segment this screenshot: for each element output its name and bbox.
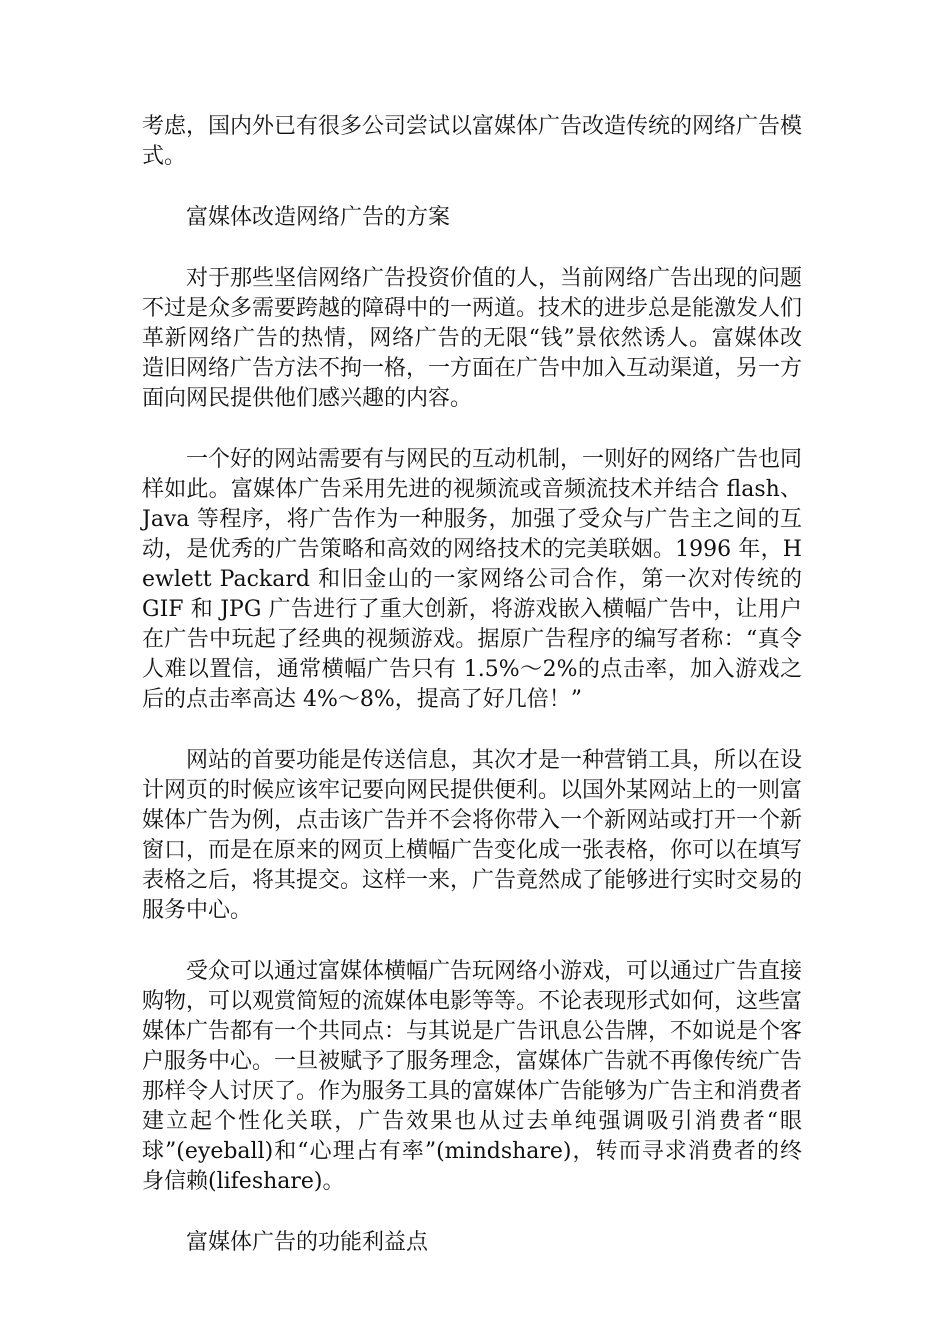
paragraph-continuation: 考虑，国内外已有很多公司尝试以富媒体广告改造传统的网络广告模式。 <box>142 114 803 169</box>
paragraph-audience-service: 受众可以通过富媒体横幅广告玩网络小游戏，可以通过广告直接购物，可以观赏简短的流媒体电影等等。不论表现形式如何，这些富媒体广告都有一个共同点：与其说是广告讯息公告牌，不如说是个客户服务中心。一旦被赋予了服务理念，富媒体广告就不再像传统广告那样令人讨厌了。作为服务工具的富媒体广告能够为广告主和消费者建立起个性化关联，广告效果也从过去单纯强调吸引消费者“眼球”(eyeball)和“心理占有率”(mindshare)，转而寻求消费者的终身信赖(lifeshare)。 <box>142 959 803 1194</box>
paragraph-interaction-mechanism: 一个好的网站需要有与网民的互动机制，一则好的网络广告也同样如此。富媒体广告采用先进的视频流或音频流技术并结合 flash、Java 等程序，将广告作为一种服务，加强了受众与广告主之间的互动，是优秀的广告策略和高效的网络技术的完美联姻。1996 年，Hewlett Packard 和旧金山的一家网络公司合作，第一次对传统的 GIF 和 JPG 广告进行了重大创新，将游戏嵌入横幅广告中，让用户在广告中玩起了经典的视频游戏。据原广告程序的编写者称：“真令人难以置信，通常横幅广告只有 1.5%～2%的点击率，加入游戏之后的点击率高达 4%～8%，提高了好几倍！” <box>142 447 803 712</box>
section-heading-solution: 富媒体改造网络广告的方案 <box>186 205 451 230</box>
paragraph-website-function: 网站的首要功能是传送信息，其次才是一种营销工具，所以在设计网页的时候应该牢记要向网民提供便利。以国外某网站上的一则富媒体广告为例，点击该广告并不会将你带入一个新网站或打开一个新窗口，而是在原来的网页上横幅广告变化成一张表格，你可以在填写表格之后，将其提交。这样一来，广告竟然成了能够进行实时交易的服务中心。 <box>142 748 803 923</box>
document-page <box>142 112 802 1289</box>
section-heading-benefits: 富媒体广告的功能利益点 <box>186 1230 429 1255</box>
paragraph-investment-value: 对于那些坚信网络广告投资价值的人，当前网络广告出现的问题不过是众多需要跨越的障碍中的一两道。技术的进步总是能激发人们革新网络广告的热情，网络广告的无限“钱”景依然诱人。富媒体改造旧网络广告方法不拘一格，一方面在广告中加入互动渠道，另一方面向网民提供他们感兴趣的内容。 <box>142 266 803 411</box>
